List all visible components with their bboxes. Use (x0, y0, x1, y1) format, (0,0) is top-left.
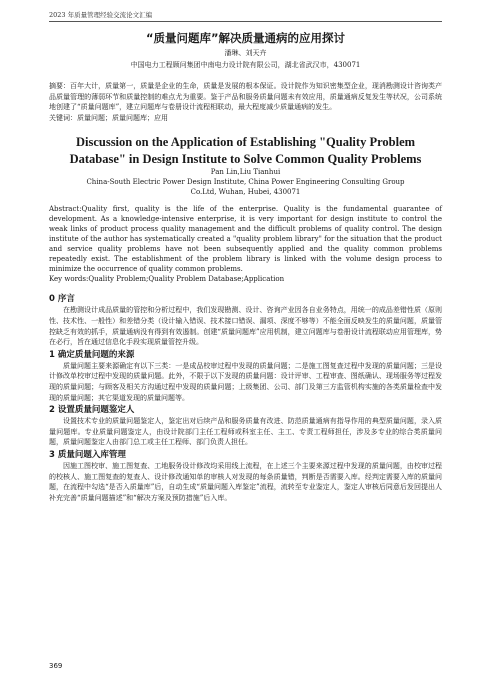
english-abstract: Abstract:Quality first, quality is the life of the enterprise. Quality is the fundamental guarantee of development. As a knowledge-intensive enterprise, it is very important for design institute to control the weak links of product process quality management and the difficult problems of quality control. The design institute of the author has systematically created a "quality problem library" for the situation that the product and service quality problems have not been subsequently applied and the quality common problems repeatedly exist. The establishment of the problem library is linked with the volume design process to minimize the occurrence of quality common problems. (49, 205, 442, 274)
section-heading-0: 0 序言 (49, 294, 75, 305)
section-heading-1: 1 确定质量问题的来源 (49, 349, 135, 360)
section-heading-3: 3 质量问题入库管理 (49, 449, 126, 460)
chinese-abstract: 摘要：百年大计，质量第一，质量是企业的生命，质量是发展的根本保证。设计院作为知识密集型企业，现消勘测设计咨询类产品质量管理的薄弱环节和质量控制的难点尤为重要。鉴于产品和服务质量问题未有效应用，质量通病反复发生等状况，公司系统地创建了“质量问题库”，建立问题库与卷册设计流程相联动，最大程度减少质量通病的发生。 (49, 82, 442, 112)
section-1-paragraph: 质量问题主要来源确定有以下三类：一是成品校审过程中发现的质量问题；二是施工图复查过程中发现的质量问题；三是设计修改单校审过程中发现的质量问题。此外，不限于以下发现的质量问题：设计评审、工程审查、图纸确认、现场服务等过程发现的质量问题；与顾客及相关方沟通过程中发现的质量问题；上级集团、公司、部门及第三方监管机构实施的各类质量检查中发现的质量问题；其它渠道发现的质量问题等。 (49, 361, 442, 402)
section-3-paragraph: 因施工图校审、施工图复查、工地服务设计修改均采用线上流程，在上述三个主要来源过程中发现的质量问题，由校审过程的校核人、施工图复查的复查人、设计修改通知单的审核人对发现的每条质量错，判断是否需要入库。经判定需要入库的质量问题，在流程中勾选“是否入质量库”后，自动生成“质量问题入库鉴定”流程，流转至专业鉴定人，鉴定人审核后同意后发回提出人补充完善“质量问题描述”和“解决方案及预防措施”后入库。 (49, 461, 442, 502)
section-0-paragraph: 在勘测设计成品质量的管控和分析过程中，我们发现勘测、设计、咨询产业因各自业务特点，用统一的成品差错性质（原则性、技术性、一般性）和差错分类（设计输入错误、技术接口错误、漏项、深度不够等）不能全面反映发生的质量问题，质量管控缺乏有效的抓手，质量通病没有得到有效遏制。创建“质量问题库”应用机制，建立问题库与卷册设计流程联动应用管理库，势在必行，旨在通过信息化手段实现质量管控升级。 (49, 306, 442, 347)
english-authors: Pan Lin,Liu Tianhui (210, 168, 281, 177)
english-affiliation-line1: China-South Electric Power Design Institute, China Power Engineering Consulting Group (86, 178, 405, 187)
chinese-title: “质量问题库”解决质量通病的应用探讨 (145, 31, 346, 45)
section-heading-2: 2 设置质量问题鉴定人 (49, 405, 135, 416)
chinese-authors: 潘琳、刘天卉 (224, 49, 267, 57)
english-title: Discussion on the Application of Establishing "Quality Problem Database" in Design Institute to Solve Common Quality Problems (69, 135, 422, 166)
running-header: 2023 年质量管理经验交流论文汇编 (49, 11, 153, 19)
header-rule (49, 21, 442, 22)
english-affiliation-line2: Co.Ltd, Wuhan, Hubei, 430071 (190, 188, 301, 197)
chinese-keywords: 关键词：质量问题；质量问题库；应用 (49, 113, 168, 122)
paper-body (49, 30, 442, 503)
chinese-affiliation: 中国电力工程顾问集团中南电力设计院有限公司，湖北省武汉市，430071 (130, 61, 361, 69)
page-number: 369 (49, 662, 63, 670)
section-2-paragraph: 设置技术专业的质量问题鉴定人，鉴定出对后续产品和服务质量有改进、防范质量通病有指导作用的典型质量问题，录入质量问题库。专业质量问题鉴定人，由设计院部门主任工程师或科室主任、主工、专责工程师担任，涉及多专业的综合类质量问题，质量问题鉴定人由部门总工或主任工程师、部门负责人担任。 (49, 417, 442, 447)
english-keywords: Key words:Quality Problem;Quality Problem Database;Application (49, 275, 285, 284)
